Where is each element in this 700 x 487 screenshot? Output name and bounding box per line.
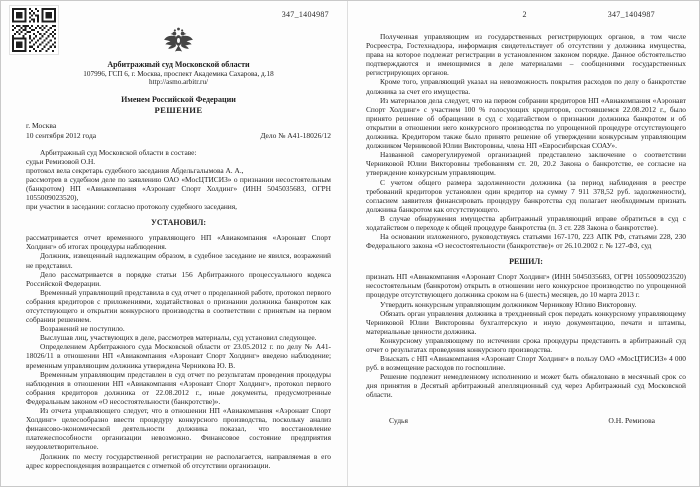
court-name: Арбитражный суд Московской области: [107, 60, 250, 69]
paragraph: Арбитражный суд Московской области в составе:: [40, 147, 197, 157]
paragraph: Из отчета управляющего следует, что в отношении НП «Авиакомпания «Аэронавт Спорт Холдинг» целесообразно ввести процедуру конкурсного производства, поскольку анализ финансово-экономической деятельности должника показал, что восстановление платежеспособности организации невозможно. Финансовое состояние предприятия неудовлетворительное.: [26, 406, 331, 452]
court-url: http://asmo.arbitr.ru/: [148, 78, 209, 87]
paragraph: признать НП «Авиакомпания «Аэронавт Спорт Холдинг» (ИНН 5045035683, ОГРН 1055009023520) несостоятельным (банкротом) открыть в отношении него конкурсное производство по упрощенной процедуре отсутствующего должника сроком на 6 (шесть) месяцев, до 10 марта 2013 г.: [366, 272, 686, 300]
paragraph: Определением Арбитражного суда Московской области от 23.05.2012 г. по делу № А41-18026/11 в отношении НП «Авиакомпания «Аэронавт Спорт Холдинг» введено наблюдение; временным управляющим должника утверждена Черникова Ю. В.: [26, 342, 331, 370]
document-id-stamp: 347_1404987: [607, 10, 655, 19]
paragraph: судьи Ремизовой О.Н.: [26, 156, 96, 166]
paragraph: Обязать орган управления должника в трехдневный срок передать конкурсному управляющему Черниковой Юлии Викторовны бухгалтерскую и иную документацию, печати и штампы, материальные ценности должника.: [366, 308, 686, 336]
findings-block: [366, 32, 686, 250]
judge-name: О.Н. Ремизова: [608, 415, 655, 425]
paragraph: Временный управляющий представила в суд отчет о проделанной работе, протокол первого собрания кредиторов с приложениями, ходатайствовал о признании должника банкротом как отсутствующего и открытии конкурсного производства в соответствии с принятым на первом собрании решением.: [26, 287, 331, 325]
paragraph: Полученная управляющим из государственных регистрирующих органов, в том числе Росреестра, Гостехнадзора, информация свидетельствует об отсутствии у должника имущества, права на которое подлежат регистрации в установленном законом порядке. Данное обстоятельство подтверждаются и имеющимися в деле материалами – сообщениями государственных регистрирующих органов.: [366, 32, 686, 78]
paragraph: В случае обнаружения имущества арбитражный управляющий вправе обратиться в суд с ходатайством о переходе к общей процедуре банкротства (п. 3 ст. 228 Закона о банкротстве).: [366, 213, 686, 232]
document-page-2: [348, 1, 700, 486]
paragraph: С учетом общего размера задолженности должника (за период наблюдения в реестре требований кредиторов установлен один кредитор на сумму 7 911 378,52 руб. задолженности), согласием заявителя финансировать процедуру банкротства суд полагает необходимым признать должника банкротом как отсутствующего.: [366, 177, 686, 214]
paragraph: Должник, извещенный надлежащим образом, в судебное заседание не явился, возражений не представил.: [26, 251, 331, 270]
case-number: Дело № А41-18026/12: [260, 130, 331, 140]
document-page-1: [1, 1, 348, 486]
paragraph: Конкурсному управляющему по истечении срока процедуры представить в арбитражный суд отчет о результатах проведения конкурсного производства.: [366, 335, 686, 354]
city-line: г. Москва: [26, 120, 57, 130]
paragraph: рассматривается отчет временного управляющего НП «Авиакомпания «Аэронавт Спорт Холдинг» об итогах процедуры наблюдения.: [26, 233, 331, 252]
decision-date: 10 сентября 2012 года: [26, 130, 97, 140]
court-address: 107996, ГСП 6, г. Москва, проспект Академика Сахарова, д.18: [83, 69, 274, 78]
paragraph: Должник по месту государственной регистрации не располагается, направляемая в его адрес корреспонденция возвращается с отметкой об отсутствии организации.: [26, 451, 331, 470]
document-title: РЕШЕНИЕ: [154, 104, 203, 115]
paragraph: рассмотрев в судебном деле по заявлению ОАО «МосЦТИСИЗ» о признании несостоятельным (банкротом) НП «Авиакомпания «Аэронавт Спорт Холдинг» (ИНН 5045035683, ОГРН 1055009023520),: [26, 174, 331, 203]
intro-block: [26, 148, 331, 212]
paragraph: Решение подлежит немедленному исполнению и может быть обжаловано в месячный срок со дня принятия в Десятый арбитражный апелляционный суд через Арбитражный суд Московской области.: [366, 372, 686, 400]
paragraph: Возражений не поступило.: [40, 324, 125, 334]
paragraph: Выслушав лиц, участвующих в деле, рассмотрев материалы, суд установил следующее.: [40, 333, 317, 343]
page-number: 2: [522, 10, 527, 19]
russia-coat-of-arms-icon: [162, 26, 195, 59]
established-heading: УСТАНОВИЛ:: [151, 218, 206, 228]
in-name-of-federation-line: Именем Российской Федерации: [121, 95, 236, 105]
paragraph: Утвердить конкурсным управляющим должником Черникову Юлию Викторовну.: [380, 299, 637, 309]
resolution-block: [366, 272, 686, 399]
date-case-row: [26, 131, 331, 140]
paragraph: Кроме того, управляющий указал на невозможность покрытия расходов по делу о банкротстве должника за счет его имущества.: [366, 77, 686, 96]
paragraph: Из материалов дела следует, что на первом собрании кредиторов НП «Авиакомпания «Аэронавт Спорт Холдинг» с участием 100 % голосующих кредиторов, состоявшемся 22.08.2012 г., было принято решение об обращении в суд с ходатайством о признании должника банкротом и об открытии в отношении него конкурсного производства по упрощенной процедуре отсутствующего должника. Кредитором также было принято решение об утверждении конкурсным управляющим должником Черниковой Юлии Викторовны, члена НП «Евросибирская СОАУ».: [366, 95, 686, 151]
paragraph: протокол вела секретарь судебного заседания Абдельгалымова А. А.,: [26, 165, 244, 175]
established-block: [26, 233, 331, 469]
paragraph: На основании изложенного, руководствуясь статьями 167-170, 223 АПК РФ, статьями 228, 230 Федерального закона «О несостоятельности (банкротстве)» от 26.10.2002 г. № 127-ФЗ, суд: [366, 232, 686, 251]
resolved-heading: РЕШИЛ:: [509, 257, 543, 267]
qr-code-icon: [12, 8, 56, 52]
paragraph: Временным управляющим представлен в суд отчет по результатам проведения процедуры наблюдения в отношении НП «Авиакомпания «Аэронавт Спорт Холдинг», протокол первого собрания кредиторов должника от 22.08.2012 г., иные документы, предусмотренные Федеральным законом «О несостоятельности (банкротстве)».: [26, 369, 331, 406]
signature-row: [366, 416, 686, 425]
paragraph: Дело рассматривается в порядке статьи 156 Арбитражного процессуального кодекса Российской Федерации.: [26, 269, 331, 288]
court-header: [26, 26, 331, 115]
paragraph: при участии в заседании: согласно протоколу судебного заседания,: [26, 202, 238, 212]
judge-label: Судья: [389, 415, 409, 425]
paragraph: Взыскать с НП «Авиакомпания «Аэронавт Спорт Холдинг» в пользу ОАО «МосЦТИСИЗ» 4 000 руб. в возмещение расходов по госпошлине.: [366, 354, 686, 373]
paragraph: Названной саморегулируемой организацией представлено заключение о соответствии Черниковой Юлии Викторовны требованиям ст. 20, 20.2 Закона о банкротстве, ее согласие на утверждение конкурсным управляющим.: [366, 150, 686, 178]
qr-code: [9, 5, 59, 55]
document-id-stamp: 347_1404987: [281, 10, 329, 19]
